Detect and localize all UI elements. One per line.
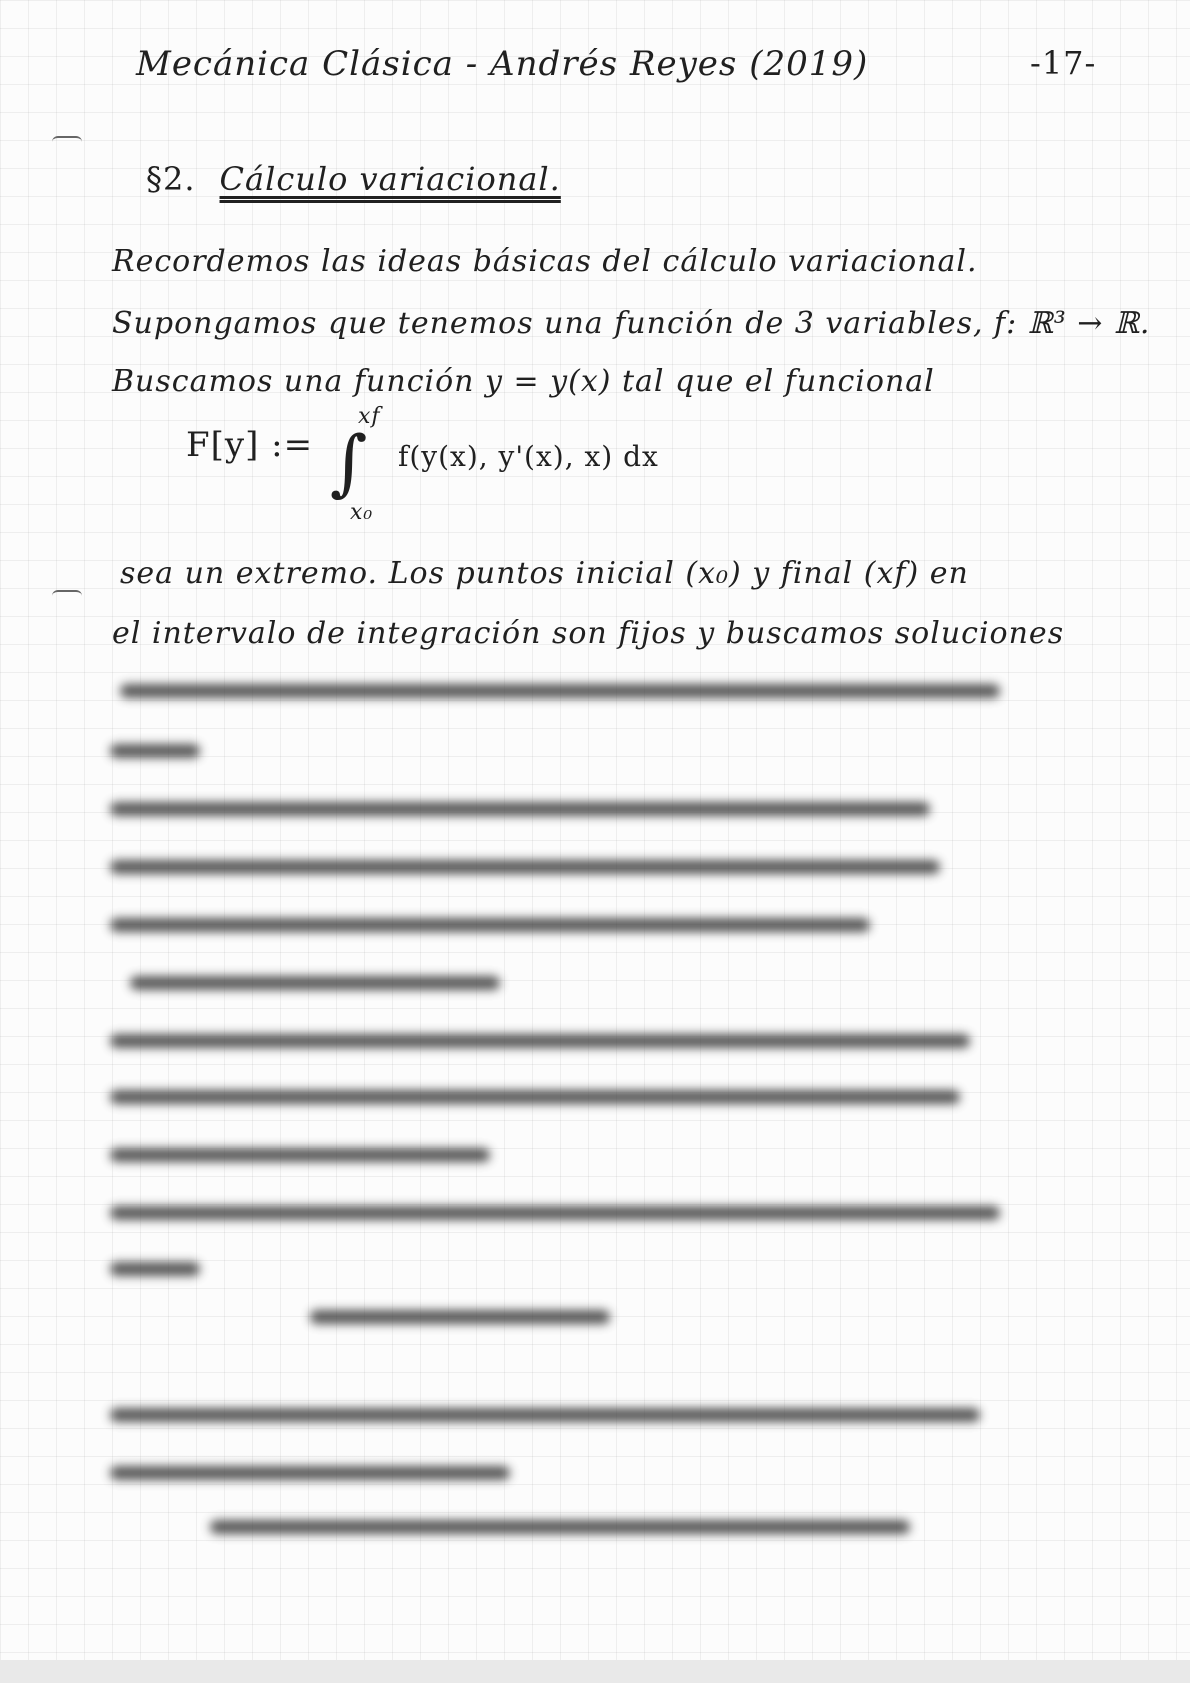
integral-upper-limit: xf bbox=[358, 404, 381, 429]
section-number: §2. bbox=[146, 160, 196, 198]
blurred-content bbox=[110, 670, 1070, 1550]
punch-hole-mark bbox=[52, 136, 82, 142]
text-line: Recordemos las ideas básicas del cálculo variacional. bbox=[112, 244, 978, 279]
integral-sign: ∫ bbox=[330, 420, 368, 504]
functional-lhs: F[y] := bbox=[186, 425, 314, 465]
section-title: Cálculo variacional. bbox=[219, 160, 561, 198]
text-line: sea un extremo. Los puntos inicial (x₀) y final (xf) en bbox=[120, 556, 969, 591]
text-line: Buscamos una función y = y(x) tal que el funcional bbox=[112, 364, 935, 399]
integrand: f(y(x), y'(x), x) dx bbox=[398, 440, 659, 473]
text-line: el intervalo de integración son fijos y buscamos soluciones bbox=[112, 616, 1065, 651]
text-line: Supongamos que tenemos una función de 3 variables, f: ℝ³ → ℝ. bbox=[112, 306, 1151, 341]
integral-lower-limit: x₀ bbox=[350, 500, 374, 525]
page-number: -17- bbox=[1030, 44, 1097, 82]
page-header: Mecánica Clásica - Andrés Reyes (2019) bbox=[136, 44, 869, 84]
punch-hole-mark bbox=[52, 590, 82, 596]
section-heading bbox=[146, 160, 561, 198]
